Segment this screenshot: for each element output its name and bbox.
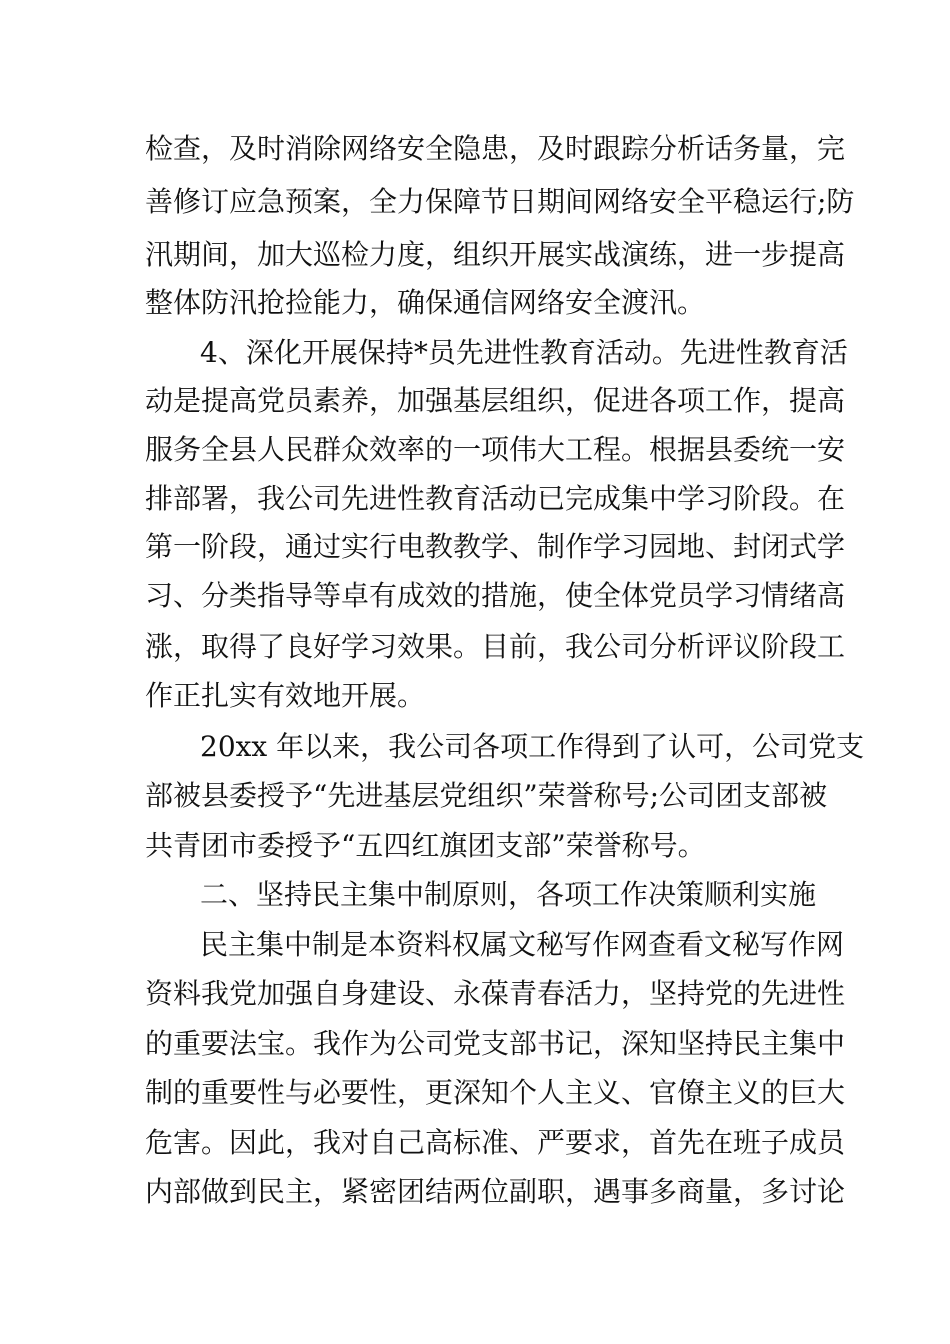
text-line: 资料我党加强自身建设、永葆青春活力，坚持党的先进性 xyxy=(145,977,846,1010)
text-line: 民主集中制是本资料权属文秘写作网查看文秘写作网 xyxy=(200,928,845,961)
text-line: 善修订应急预案，全力保障节日期间网络安全平稳运行;防 xyxy=(145,185,855,218)
text-line: 整体防汛抢捡能力，确保通信网络安全渡汛。 xyxy=(145,286,706,319)
text-line: 危害。因此，我对自己高标准、严要求，首先在班子成员 xyxy=(145,1126,846,1159)
text-line: 的重要法宝。我作为公司党支部书记，深知坚持民主集中 xyxy=(145,1027,846,1060)
text-line: 4、深化开展保持*员先进性教育活动。先进性教育活 xyxy=(200,336,848,369)
text-line: 内部做到民主，紧密团结两位副职，遇事多商量，多讨论 xyxy=(145,1175,846,1208)
section-heading: 二、坚持民主集中制原则，各项工作决策顺利实施 xyxy=(200,878,817,911)
text-line: 习、分类指导等卓有成效的措施，使全体党员学习情绪高 xyxy=(145,579,846,612)
text-line: 服务全县人民群众效率的一项伟大工程。根据县委统一安 xyxy=(145,433,846,466)
text-line: 作正扎实有效地开展。 xyxy=(145,679,426,712)
text-line: 排部署，我公司先进性教育活动已完成集中学习阶段。在 xyxy=(145,482,846,515)
text-line: 汛期间，加大巡检力度，组织开展实战演练，进一步提高 xyxy=(145,238,846,271)
text-line: 检查，及时消除网络安全隐患，及时跟踪分析话务量，完 xyxy=(145,132,846,165)
text-line: 动是提高党员素养，加强基层组织，促进各项工作，提高 xyxy=(145,384,846,417)
text-line: 第一阶段，通过实行电教教学、制作学习园地、封闭式学 xyxy=(145,530,846,563)
text-line: 部被县委授予“先进基层党组织”荣誉称号;公司团支部被 xyxy=(145,779,828,812)
text-line: 涨，取得了良好学习效果。目前，我公司分析评议阶段工 xyxy=(145,630,846,663)
text-line: 共青团市委授予“五四红旗团支部”荣誉称号。 xyxy=(145,829,706,862)
text-line: 20xx 年以来，我公司各项工作得到了认可，公司党支 xyxy=(200,730,865,763)
text-line: 制的重要性与必要性，更深知个人主义、官僚主义的巨大 xyxy=(145,1076,846,1109)
